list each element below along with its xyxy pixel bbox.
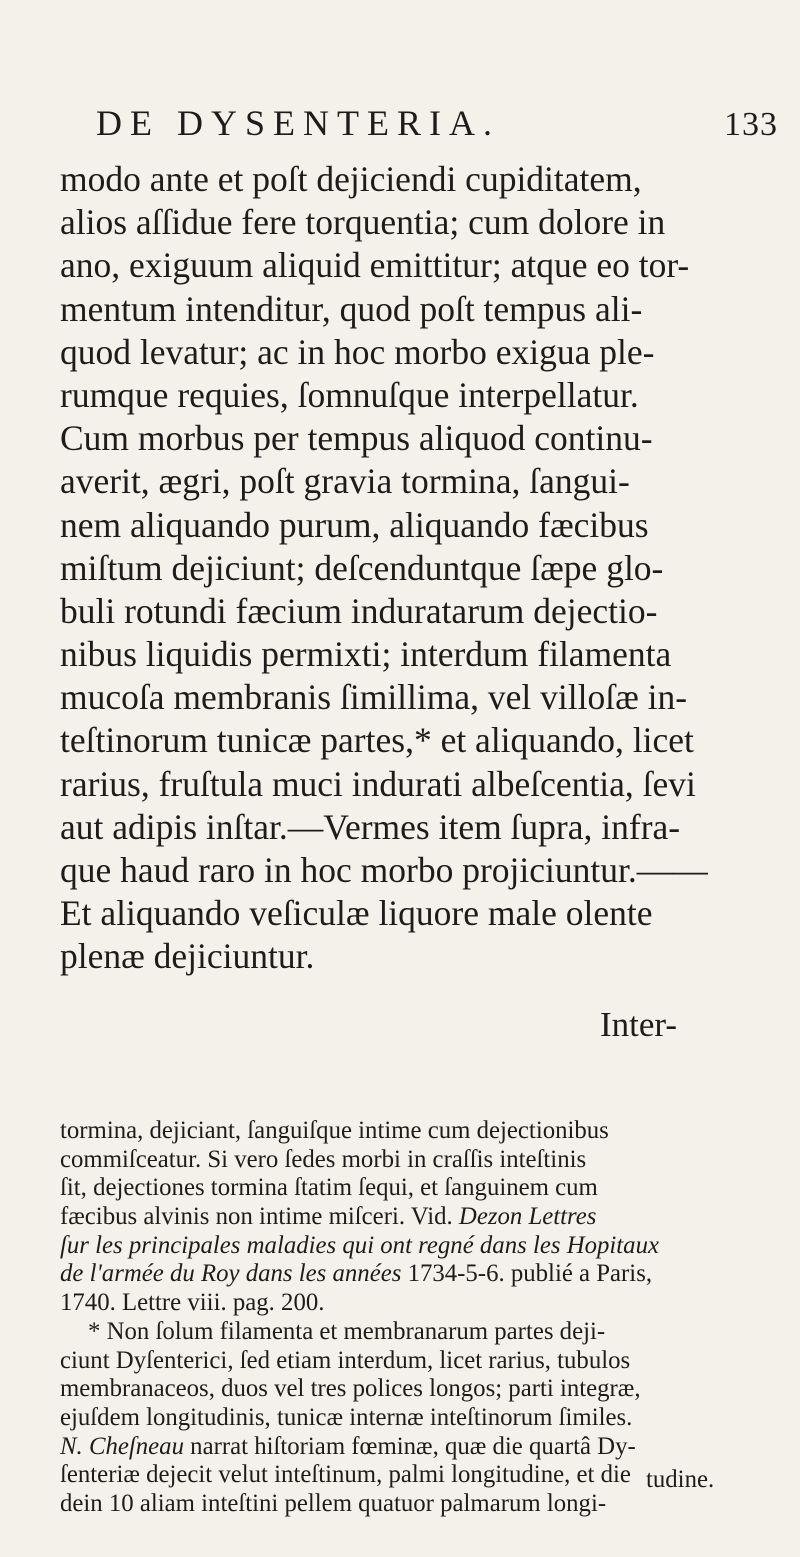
footnote-citation-author: Dezon Lettres (458, 1203, 597, 1231)
footnote-line: ejuſdem longitudinis, tunicæ internæ inteſtinorum ſimiles. (60, 1403, 633, 1431)
text-line: plenæ dejiciuntur. (60, 936, 315, 977)
footnote-line: ſenteriæ dejecit velut inteſtinum, palmi longitudine, et die (60, 1461, 631, 1489)
text-line: alios aſſidue fere torquentia; cum dolore in (60, 202, 666, 243)
text-line: aut adipis inſtar.—Vermes item ſupra, infra- (60, 806, 681, 847)
footnotes (60, 1117, 770, 1519)
footnote-line: dein 10 aliam inteſtini pellem quatuor palmarum longi- (60, 1489, 607, 1517)
main-text (60, 158, 760, 979)
catchword: Inter- (600, 1005, 678, 1044)
footnote-text: fæcibus alvinis non intime miſceri. Vid. (60, 1203, 459, 1231)
text-line: nibus liquidis permixti; interdum filamenta (60, 634, 672, 675)
footnote-citation-title-cont: de l'armée du Roy dans les années (60, 1260, 408, 1288)
running-title: DE DYSENTERIA. (96, 103, 500, 143)
text-line: mentum intenditur, quod poſt tempus ali- (60, 288, 643, 329)
text-line: rumque requies, ſomnuſque interpellatur. (60, 374, 639, 415)
page-number: 133 (724, 106, 778, 143)
text-line: Et aliquando veſiculæ liquore male olente (60, 893, 653, 934)
footnote-author: N. Cheſneau (60, 1432, 184, 1460)
footnote-catchword: tudine. (646, 1466, 715, 1493)
footnote-citation-title: ſur les principales maladies qui ont regné dans les Hopitaux (60, 1231, 659, 1259)
footnote-line: ſit, dejectiones tormina ſtatim ſequi, et ſanguinem cum (60, 1174, 598, 1202)
text-line: rarius, fruſtula muci indurati albeſcentia, ſevi (60, 763, 696, 804)
footnote-text: 1734-5-6. publié a Paris, (407, 1260, 653, 1288)
text-line: modo ante et poſt dejiciendi cupiditatem, (60, 159, 642, 199)
text-line: que haud raro in hoc morbo projiciuntur.—— (60, 850, 708, 890)
text-line: ano, exiguum aliquid emittitur; atque eo tor- (60, 245, 690, 286)
footnote-line: membranaceos, duos vel tres polices longos; parti integræ, (60, 1375, 641, 1403)
text-line: Cum morbus per tempus aliquod continu- (60, 418, 653, 459)
footnote-line (60, 1203, 770, 1232)
footnote-line: * Non ſolum filamenta et membranarum partes deji- (88, 1317, 606, 1345)
text-line: mucoſa membranis ſimillima, vel villoſæ in- (60, 677, 688, 718)
footnote-line: commiſceatur. Si vero ſedes morbi in craſſis inteſtinis (60, 1145, 587, 1173)
page-header (96, 100, 796, 156)
footnote-line: ciunt Dyſenterici, ſed etiam interdum, licet rarius, tubulos (60, 1346, 631, 1374)
footnote-text: narrat hiſtoriam fœminæ, quæ die quartâ Dy- (183, 1432, 636, 1460)
text-line: miſtum dejiciunt; deſcenduntque ſæpe glo- (60, 547, 664, 588)
footnote-line (60, 1433, 770, 1462)
text-line: nem aliquando purum, aliquando fæcibus (60, 504, 649, 545)
text-line: buli rotundi fæcium induratarum dejectio- (60, 590, 658, 631)
footnote-line: 1740. Lettre viii. pag. 200. (60, 1289, 325, 1317)
text-line: averit, ægri, poſt gravia tormina, ſangui- (60, 461, 630, 502)
text-line: quod levatur; ac in hoc morbo exigua ple- (60, 331, 655, 372)
text-line: teſtinorum tunicæ partes,* et aliquando, licet (60, 720, 694, 761)
footnote-line: tormina, dejiciant, ſanguiſque intime cum dejectionibus (60, 1117, 609, 1144)
footnote-line (60, 1260, 770, 1289)
